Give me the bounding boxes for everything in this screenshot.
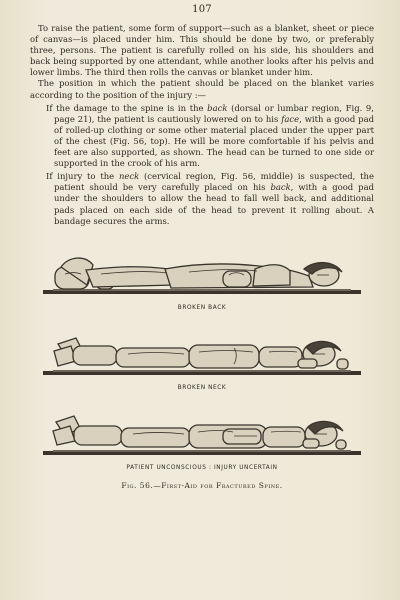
item-neck-emphasis-1: neck bbox=[118, 171, 140, 182]
page-number: 107 bbox=[192, 4, 212, 15]
paragraph-position: The position in which the patient should be placed on the blanket varies according to the position of the injury :— bbox=[30, 78, 374, 100]
item-neck-text-2: (cervical region, Fig. 56, middle) is suspected, the patient should be very carefully placed on his bbox=[54, 171, 374, 193]
caption-unconscious: PATIENT UNCONSCIOUS : INJURY UNCERTAIN bbox=[126, 464, 278, 471]
figure-top-block bbox=[43, 241, 361, 311]
list-item-neck-injury bbox=[30, 171, 374, 226]
item-back-text-2: (dorsal or lumbar region, Fig. 9, page 21), the patient is cautiously lowered on to his bbox=[54, 102, 374, 124]
item-back-text-1: If the damage to the spine is in the bbox=[46, 102, 208, 113]
broken-neck-illustration bbox=[43, 321, 361, 381]
unconscious-patient-illustration bbox=[43, 401, 361, 461]
item-back-emphasis-1: back bbox=[207, 102, 228, 113]
item-back-text-3: , with a good pad of rolled-up clothing or some other material placed under the upper part of the chest (Fig. 56, top). He will be more comfortable if his pelvis and feet are also supported, as shown. The head can be turned to one side or supported in the crook of his arm. bbox=[54, 113, 375, 169]
broken-back-illustration bbox=[43, 241, 361, 301]
item-neck-emphasis-2: back bbox=[270, 182, 291, 193]
item-neck-text-1: If injury to the bbox=[46, 171, 119, 182]
figure-middle-block bbox=[43, 321, 361, 391]
list-item-back-injury bbox=[30, 103, 374, 170]
figure-bottom-block bbox=[43, 401, 361, 471]
figure-title: Fig. 56.—First-Aid for Fractured Spine. bbox=[121, 480, 283, 490]
figure-area bbox=[30, 241, 374, 490]
item-back-emphasis-2: face bbox=[281, 113, 300, 124]
paragraph-support: To raise the patient, some form of support—such as a blanket, sheet or piece of canvas—is placed under him. This should be done by two, or preferably three, persons. The patient is carefully rolled on his side, his shoulders and back being supported by one attendant, while another looks after his pelvis and lower limbs. The third then rolls the canvas or blanket under him. bbox=[30, 23, 374, 78]
caption-broken-neck: BROKEN NECK bbox=[177, 384, 227, 391]
item-neck-text-3: , with a good pad under the shoulders to allow the head to fall well back, and additional pads placed on each side of the head to prevent it rolling about. A bandage secures the arms. bbox=[54, 182, 375, 226]
caption-broken-back: BROKEN BACK bbox=[177, 304, 227, 311]
